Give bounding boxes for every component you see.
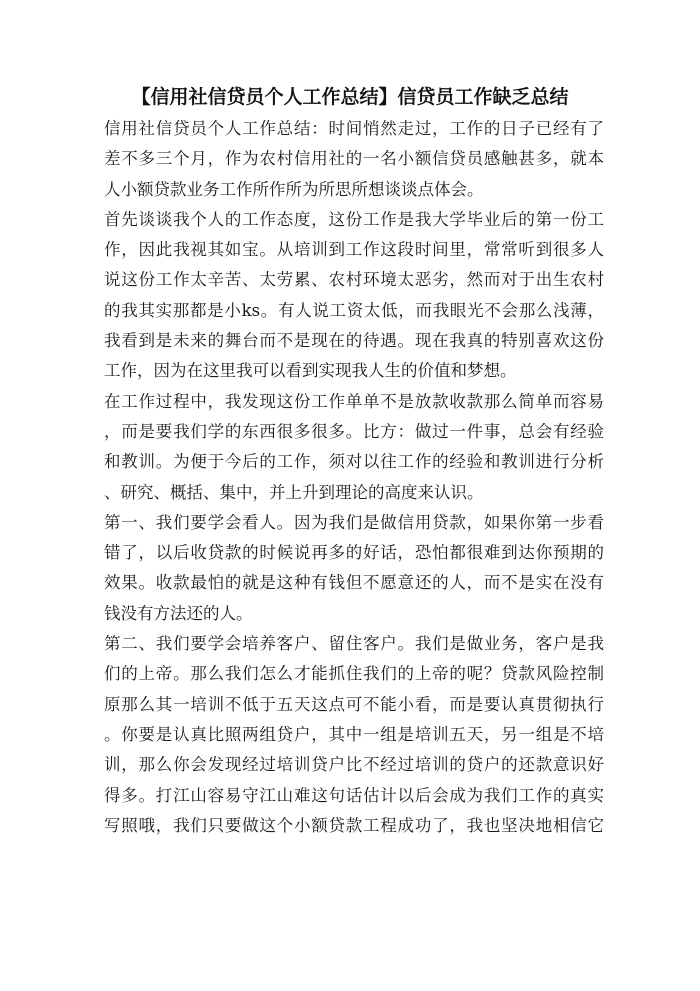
text-line: 作，因此我视其如宝。从培训到工作这段时间里，常常听到很多人 bbox=[104, 240, 604, 260]
text-line: 首先谈谈我个人的工作态度，这份工作是我大学毕业后的第一份工 bbox=[104, 209, 604, 229]
text-line: 工作，因为在这里我可以看到实现我人生的价值和梦想。 bbox=[104, 361, 517, 381]
text-line: 得多。打江山容易守江山难这句话估计以后会成为我们工作的真实 bbox=[104, 785, 604, 805]
text-line: 在工作过程中，我发现这份工作单单不是放款收款那么简单而容易 bbox=[104, 391, 604, 411]
text-line: 训，那么你会发现经过培训贷户比不经过培训的贷户的还款意识好 bbox=[104, 755, 604, 775]
text-line: 们的上帝。那么我们怎么才能抓住我们的上帝的呢？贷款风险控制 bbox=[104, 664, 604, 684]
text-line: 第二、我们要学会培养客户、留住客户。我们是做业务，客户是我 bbox=[104, 634, 604, 654]
text-line: ，而是要我们学的东西很多很多。比方：做过一件事，总会有经验 bbox=[104, 421, 604, 441]
text-line: 我看到是未来的舞台而不是现在的待遇。现在我真的特别喜欢这份 bbox=[104, 331, 604, 351]
text-line: 人小额贷款业务工作所作所为所思所想谈谈点体会。 bbox=[104, 179, 484, 199]
text-line: 错了，以后收贷款的时候说再多的好话，恐怕都很难到达你预期的 bbox=[104, 543, 604, 563]
text-line: 效果。收款最怕的就是这种有钱但不愿意还的人，而不是实在没有 bbox=[104, 573, 604, 593]
text-line: 钱没有方法还的人。 bbox=[104, 603, 253, 623]
text-line: 第一、我们要学会看人。因为我们是做信用贷款，如果你第一步看 bbox=[104, 512, 604, 532]
document-body bbox=[104, 114, 604, 841]
text-line: 说这份工作太辛苦、太劳累、农村环境太恶劣，然而对于出生农村 bbox=[104, 270, 604, 290]
text-line: 原那么其一培训不低于五天这点可不能小看，而是要认真贯彻执行 bbox=[104, 694, 604, 714]
text-line: 信用社信贷员个人工作总结：时间悄然走过，工作的日子已经有了 bbox=[104, 119, 604, 138]
text-line: 、研究、概括、集中，并上升到理论的高度来认识。 bbox=[104, 482, 484, 502]
text-line: 和教训。为便于今后的工作，须对以往工作的经验和教训进行分析 bbox=[104, 452, 604, 472]
text-line: 写照哦，我们只要做这个小额贷款工程成功了，我也坚决地相信它 bbox=[104, 815, 604, 835]
document-title: 【信用社信贷员个人工作总结】信贷员工作缺乏总结 bbox=[131, 86, 569, 108]
text-line: 。你要是认真比照两组贷户，其中一组是培训五天，另一组是不培 bbox=[104, 724, 604, 744]
text-line: 的我其实那都是小ks。有人说工资太低，而我眼光不会那么浅薄， bbox=[104, 300, 604, 320]
text-line: 差不多三个月，作为农村信用社的一名小额信贷员感触甚多，就本 bbox=[104, 149, 604, 169]
